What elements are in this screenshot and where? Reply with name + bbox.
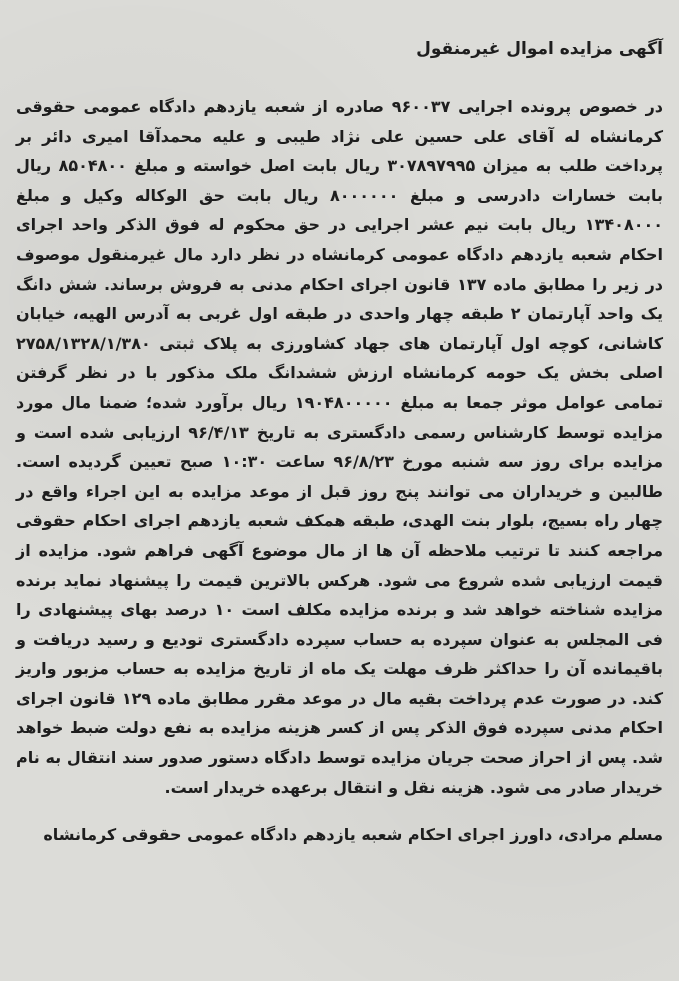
auction-notice <box>16 22 663 962</box>
notice-signature: مسلم مرادی، داورز اجرای احکام شعبه یازدهم دادگاه عمومی حقوقی کرمانشاه <box>43 825 663 845</box>
notice-title: آگهی مزایده اموال غیرمنقول <box>416 39 663 59</box>
notice-body: در خصوص پرونده اجرایی ۹۶۰۰۳۷ صادره از شعبه یازدهم دادگاه عمومی حقوقی کرمانشاه له آقای علی حسین علی نژاد طیبی و علیه محمدآقا امیری دائر بر پرداخت طلب به میزان ۳۰۷۸۹۷۹۹۵ ریال بابت اصل خواسته و مبلغ ۸۵۰۴۸۰۰ ریال بابت خسارات دادرسی و مبلغ ۸۰۰۰۰۰۰ ریال بابت حق الوکاله وکیل و مبلغ ۱۳۴۰۸۰۰۰ ریال بابت نیم عشر اجرایی در حق محکوم له فوق الذکر واحد اجرای احکام شعبه یازدهم دادگاه عمومی کرمانشاه در نظر دارد مال غیرمنقول موصوف در زیر را مطابق ماده ۱۳۷ قانون اجرای احکام مدنی به فروش برساند. شش دانگ یک واحد آپارتمان ۲ طبقه چهار واحدی در طبقه اول غربی به آدرس الهیه، خیابان کاشانی، کوچه اول آپارتمان های جهاد کشاورزی به پلاک ثبتی ۲۷۵۸/۱۳۲۸/۱/۳۸۰ اصلی بخش یک حومه کرمانشاه ارزش ششدانگ ملک مذکور با در نظر گرفتن تمامی عوامل موثر جمعا به مبلغ ۱۹۰۴۸۰۰۰۰۰ ریال برآورد شده؛ ضمنا مال مورد مزایده توسط کارشناس رسمی دادگستری به تاریخ ۹۶/۴/۱۳ ارزیابی شده است و مزایده برای روز سه شنبه مورخ ۹۶/۸/۲۳ ساعت ۱۰:۳۰ صبح تعیین گردیده است. طالبین و خریداران می توانند پنج روز قبل از موعد مزایده به این اجراء واقع در چهار راه بسیج، بلوار بنت الهدی، طبقه همکف شعبه یازدهم اجرای احکام حقوقی مراجعه کنند تا ترتیب ملاحظه آن ها از مال موضوع آگهی فراهم شود. مزایده از قیمت ارزیابی شده شروع می شود. هرکس بالاترین قیمت را پیشنهاد نماید برنده مزایده شناخته خواهد شد و برنده مزایده مکلف است ۱۰ درصد بهای پیشنهادی را فی المجلس به عنوان سپرده به حساب سپرده دادگستری تودیع و رسید دریافت و باقیمانده آن را حداکثر ظرف مهلت یک ماه از تاریخ مزایده به حساب مزبور واریز کند. در صورت عدم پرداخت بقیه مال در موعد مقرر مطابق ماده ۱۲۹ قانون اجرای احکام مدنی سپرده فوق الذکر پس از کسر هزینه مزایده به نفع دولت ضبط خواهد شد. پس از احراز صحت جریان مزایده توسط دادگاه دستور صدور سند انتقال به نام خریدار صادر می شود. هزینه نقل و انتقال برعهده خریدار است. <box>16 97 664 797</box>
